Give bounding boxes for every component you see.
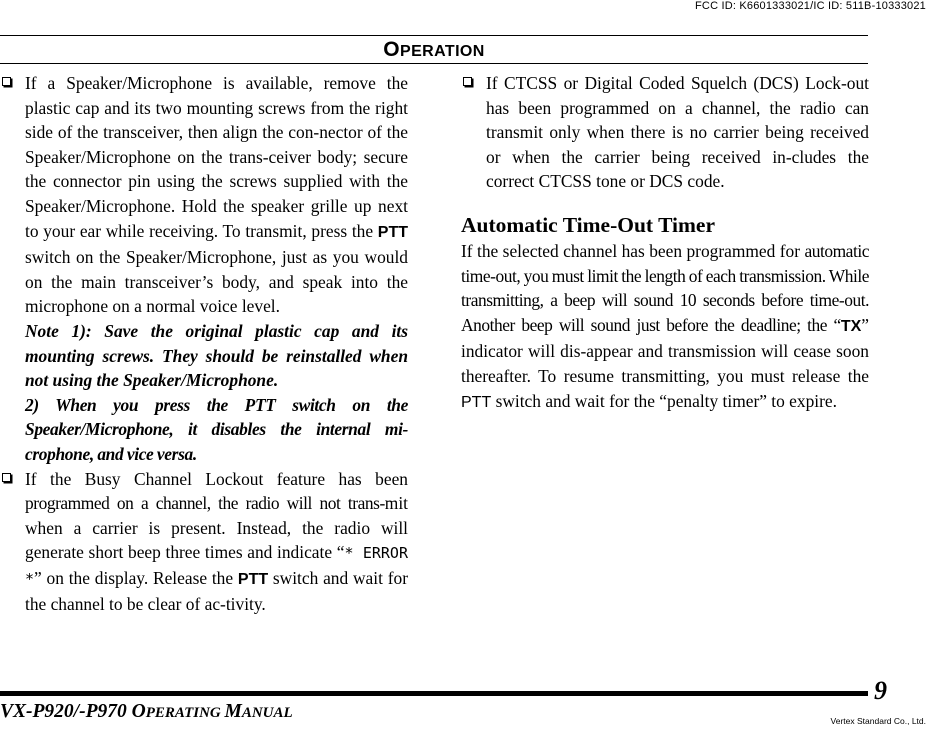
tot-text-a1: If the selected channel has been programmed for	[461, 240, 805, 261]
list-item-busy-channel-lockout	[0, 467, 408, 618]
error-display-text: * ERROR *	[25, 544, 408, 588]
list-item-speaker-mic	[0, 71, 408, 467]
bcl-text-b: ” on the display. Release the	[34, 567, 238, 588]
tot-text-c: switch and wait for the “penalty timer” to expire.	[491, 390, 837, 411]
bcl-text-a2: programmed on a channel, the radio will not trans-	[25, 493, 385, 514]
note-2: 2) When you press the PTT switch on the Speaker/Microphone, it disables the internal mi-crophone, and vice versa.	[25, 394, 408, 464]
bcl-text-a3: mit when a carrier is present. Instead, the radio will generate short beep three times and indicate “	[25, 493, 408, 563]
footer-anual: ANUAL	[241, 705, 293, 721]
footer-perating: PERATING	[145, 705, 225, 721]
ptt-key-label: PTT	[237, 570, 269, 588]
tot-text-b: ” indicator will dis-appear and transmission will cease soon thereafter. To resume transmitting, you must release the	[461, 314, 869, 386]
footer-model: VX-P920/-P970	[0, 701, 132, 722]
footer-manual-title	[0, 701, 293, 723]
ctcss-text: If CTCSS or Digital Coded Squelch (DCS) Lock-out has been programmed on a channel, the radio can transmit only when there is no carrier being received or when the carrier being received in-cludes the correct CTCSS tone or DCS code.	[486, 73, 869, 192]
company-label: Vertex Standard Co., Ltd.	[830, 716, 926, 726]
section-title: Automatic Time-Out Timer	[461, 212, 716, 237]
header-bottom-rule	[0, 63, 868, 64]
checkbox-bullet-icon	[2, 77, 11, 86]
note-1: Note 1): Save the original plastic cap and its mounting screws. They should be reinstalled when not using the Speaker/Microphone.	[25, 320, 408, 391]
page-header	[0, 38, 868, 62]
footer-rule	[0, 691, 868, 696]
bcl-text-c: switch and wait for the channel to be clear of ac-tivity.	[25, 567, 408, 615]
list-item-ctcss-dcs	[461, 71, 869, 194]
right-column	[461, 71, 869, 415]
fcc-id-label: FCC ID: K6601333021/IC ID: 511B-10333021	[695, 0, 926, 12]
page-number: 9	[874, 676, 887, 705]
speaker-mic-text-a: If a Speaker/Microphone is available, remove the plastic cap and its two mounting screws from the right side of the transceiver, then align the con-nector of the Speaker/Microphone on the trans-ceiver body; secure the connector pin using the screws supplied with the Speaker/Microphone. Hold the speaker grille up next to your ear while receiving. To transmit, press the	[25, 73, 408, 241]
checkbox-bullet-icon	[2, 473, 11, 482]
left-column	[0, 71, 408, 617]
ptt-key-label: PTT	[461, 393, 492, 411]
tx-indicator-label: TX	[840, 317, 862, 335]
header-rest: PERATION	[400, 43, 485, 60]
ptt-key-label: PTT	[377, 223, 408, 241]
header-top-rule	[0, 35, 868, 36]
footer-m: M	[224, 701, 242, 722]
footer-o: O	[131, 701, 146, 722]
speaker-mic-text-b: switch on the Speaker/Microphone, just as you would on the main transceiver’s body, and speak into the microphone on a normal voice level.	[25, 247, 408, 317]
time-out-timer-paragraph	[461, 239, 869, 415]
tot-text-a2: automatic time-out, you must limit the length of each transmission. While transmitting, a beep will sound 10 seconds before time-out. Another beep will sound just before the deadline; the “	[461, 240, 869, 335]
header-initial: O	[383, 38, 401, 61]
checkbox-bullet-icon	[463, 77, 472, 86]
bcl-text-a1: If the Busy Channel Lockout feature has been	[25, 468, 408, 489]
